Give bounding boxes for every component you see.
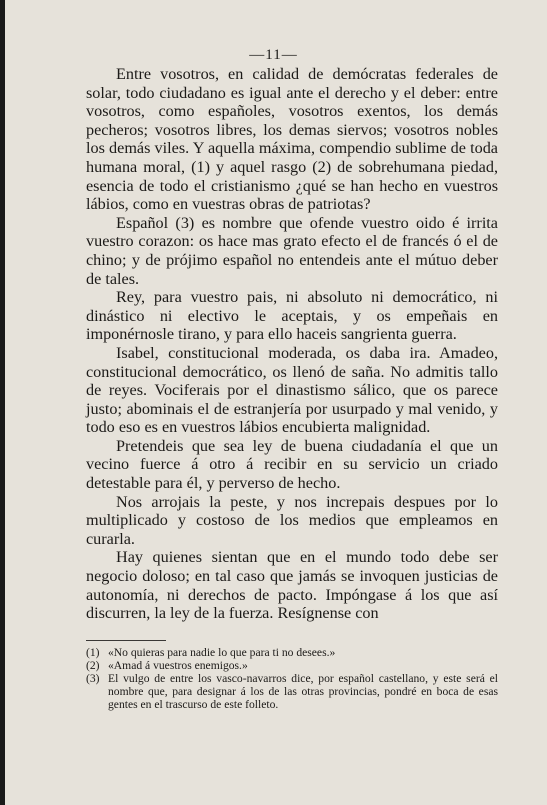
footnote-text: «No quieras para nadie lo que para ti no desees.»	[108, 646, 336, 659]
paragraph: Español (3) es nombre que ofende vuestro oido é irrita vuestro corazon: os hace mas grato efecto el de francés ó el de chino; y de prójimo español no entendeis ante el mútuo deber de tales.	[86, 213, 498, 288]
footnote	[86, 659, 498, 672]
paragraph: Hay quienes sientan que en el mundo todo debe ser negocio doloso; en tal caso que jamás se invoquen justicias de autonomía, ni derechos de pacto. Impóngase á los que así discurren, la ley de la fuerza. Resígnense con	[86, 548, 498, 623]
footnote-text: «Amad á vuestros enemigos.»	[108, 659, 248, 672]
footnote-text: El vulgo de entre los vasco-navarros dice, por español castellano, y este será el nombre que, para designar á los de las otras provincias, pondré en boca de esas gentes en el trascurso de este folleto.	[108, 672, 498, 711]
footnote	[86, 672, 498, 711]
footnote	[86, 646, 498, 659]
footnote-mark: (2)	[86, 659, 100, 672]
paragraph: Isabel, constitucional moderada, os daba ira. Amadeo, constitucional democrático, os llenó de saña. No admitis tallo de reyes. Vociferais por el dinastismo sálico, que os parece justo; abominais el de estranjería por usurpado y mal venido, y todo eso es en vuestros lábios encubierta malignidad.	[86, 343, 498, 437]
footnote-divider	[86, 640, 166, 641]
footnote-mark: (1)	[86, 646, 100, 659]
body-text	[86, 65, 498, 623]
paragraph: Nos arrojais la peste, y nos increpais despues por lo multiplicado y costoso de los medios que empleamos en curarla.	[86, 492, 498, 548]
footnote-mark: (3)	[86, 672, 100, 685]
scan-edge	[0, 0, 5, 805]
footnotes	[86, 646, 498, 711]
page-number: —11—	[249, 47, 298, 63]
paragraph: Pretendeis que sea ley de buena ciudadanía el que un vecino fuerce á otro á recibir en su servicio un criado detestable para él, y perverso de hecho.	[86, 436, 498, 493]
paragraph: Entre vosotros, en calidad de demócratas federales de solar, todo ciudadano es igual ante el derecho y el deber: entre vosotros, como españoles, vosotros exentos, los demás pecheros; vosotros libres, los demas siervos; vosotros nobles los demás viles. Y aquella máxima, compendio sublime de toda humana moral, (1) y aquel rasgo (2) de sobrehumana piedad, esencia de todo el cristianismo ¿qué se han hecho en vuestros lábios, como en vuestras obras de patriotas?	[86, 65, 498, 214]
paragraph: Rey, para vuestro pais, ni absoluto ni democrático, ni dinástico ni electivo le aceptais, y os empeñais en imponérnosle tirano, y para ello haceis sangrienta guerra.	[86, 288, 498, 344]
